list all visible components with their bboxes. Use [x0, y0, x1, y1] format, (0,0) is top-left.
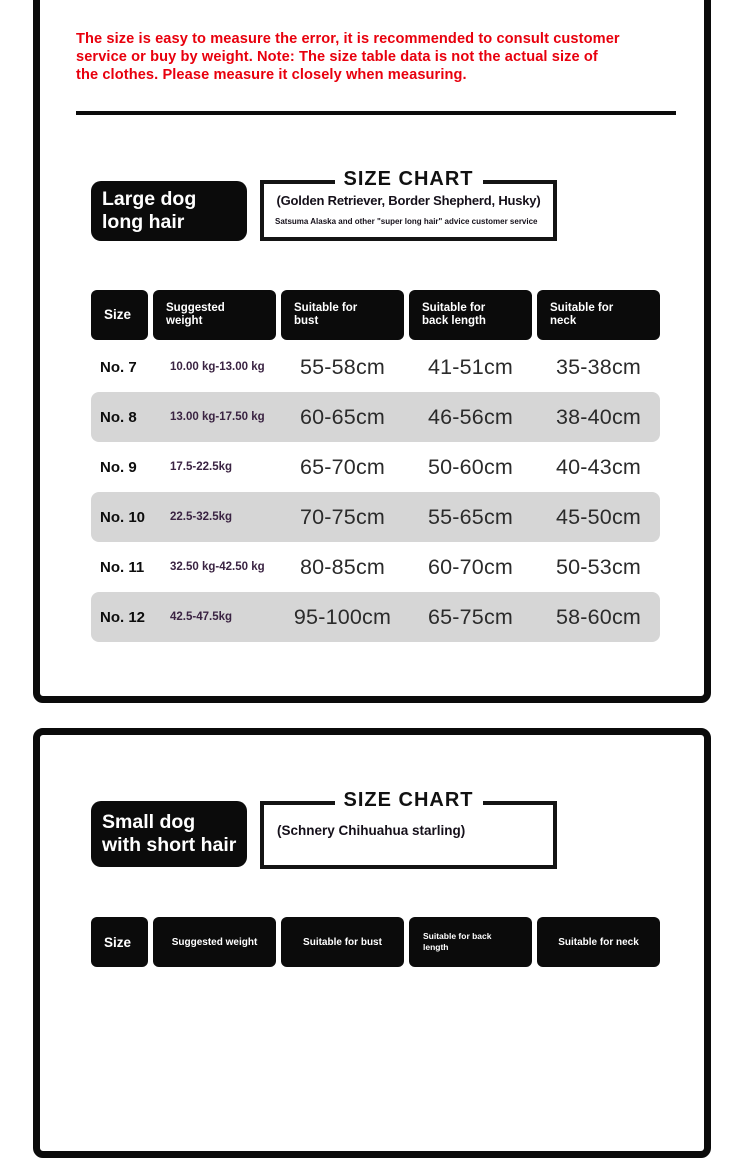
- table-row-no8: [91, 392, 660, 442]
- cell-size: No. 9: [100, 458, 137, 476]
- cell-neck: 50-53cm: [555, 554, 642, 579]
- breed-info-box-large-dog: [260, 168, 557, 241]
- cell-bust: 65-70cm: [299, 454, 386, 479]
- header-suitable-neck: Suitable for neck: [537, 917, 660, 967]
- cell-bust: 55-58cm: [299, 354, 386, 379]
- cell-back-length: 50-60cm: [427, 454, 514, 479]
- cell-suggested-weight: 32.50 kg-42.50 kg: [170, 560, 265, 573]
- section-label-line2: long hair: [102, 211, 185, 233]
- cell-size: No. 11: [100, 558, 145, 576]
- size-chart-title: SIZE CHART: [335, 790, 483, 811]
- cell-suggested-weight: 17.5-22.5kg: [170, 460, 233, 473]
- breed-note: Satsuma Alaska and other "super long hair" advice customer service: [275, 217, 538, 226]
- cell-back-length: 46-56cm: [427, 404, 514, 429]
- table-row-no10: [91, 492, 660, 542]
- cell-bust: 70-75cm: [299, 504, 386, 529]
- cell-back-length: 60-70cm: [427, 554, 514, 579]
- section-label-large-dog: [91, 181, 247, 241]
- cell-neck: 35-38cm: [555, 354, 642, 379]
- header-suggested-weight: Suggested weight: [153, 290, 276, 340]
- cell-back-length: 41-51cm: [427, 354, 514, 379]
- section-label-small-dog: [91, 801, 247, 867]
- cell-neck: 58-60cm: [555, 604, 642, 629]
- warning-line-2: service or buy by weight. Note: The size table data is not the actual size of: [76, 49, 598, 65]
- breed-info-box-small-dog: [260, 789, 557, 869]
- cell-back-length: 65-75cm: [427, 604, 514, 629]
- warning-text: [76, 30, 670, 84]
- section-label-line2: with short hair: [102, 834, 237, 856]
- cell-size: No. 8: [100, 408, 137, 426]
- cell-bust: 95-100cm: [293, 604, 392, 629]
- header-suitable-bust: Suitable for bust: [281, 917, 404, 967]
- warning-line-3: the clothes. Please measure it closely when measuring.: [76, 67, 467, 83]
- cell-neck: 40-43cm: [555, 454, 642, 479]
- header-suitable-bust: Suitable for bust: [281, 290, 404, 340]
- table-row-no11: [91, 542, 660, 592]
- section-divider: [76, 111, 676, 115]
- section-label-line1: Large dog: [102, 187, 197, 210]
- section-label-line1: Small dog: [102, 810, 196, 833]
- cell-suggested-weight: 10.00 kg-13.00 kg: [170, 360, 265, 373]
- breed-list: (Golden Retriever, Border Shepherd, Husky): [276, 193, 541, 208]
- header-suggested-weight: Suggested weight: [153, 917, 276, 967]
- cell-size: No. 10: [100, 508, 146, 526]
- header-size: Size: [91, 290, 148, 340]
- header-suitable-back-length: Suitable for back length: [409, 290, 532, 340]
- cell-suggested-weight: 22.5-32.5kg: [170, 510, 233, 523]
- cell-back-length: 55-65cm: [427, 504, 514, 529]
- cell-neck: 38-40cm: [555, 404, 642, 429]
- header-suitable-back-length: Suitable for back length: [409, 917, 532, 967]
- table-row-no9: [91, 442, 660, 492]
- size-table-header-row: [91, 290, 660, 340]
- size-chart-title: SIZE CHART: [335, 169, 483, 190]
- cell-bust: 60-65cm: [299, 404, 386, 429]
- header-suitable-neck: Suitable for neck: [537, 290, 660, 340]
- table-row-no7: [91, 342, 660, 392]
- cell-suggested-weight: 42.5-47.5kg: [170, 610, 233, 623]
- warning-line-1: The size is easy to measure the error, it is recommended to consult customer: [76, 31, 620, 47]
- breed-list: (Schnery Chihuahua starling): [277, 823, 466, 838]
- table-row-no12: [91, 592, 660, 642]
- header-size: Size: [91, 917, 148, 967]
- cell-suggested-weight: 13.00 kg-17.50 kg: [170, 410, 265, 423]
- cell-neck: 45-50cm: [555, 504, 642, 529]
- cell-bust: 80-85cm: [299, 554, 386, 579]
- cell-size: No. 12: [100, 608, 146, 626]
- size-table-large-dog: [91, 290, 660, 642]
- cell-size: No. 7: [100, 358, 137, 376]
